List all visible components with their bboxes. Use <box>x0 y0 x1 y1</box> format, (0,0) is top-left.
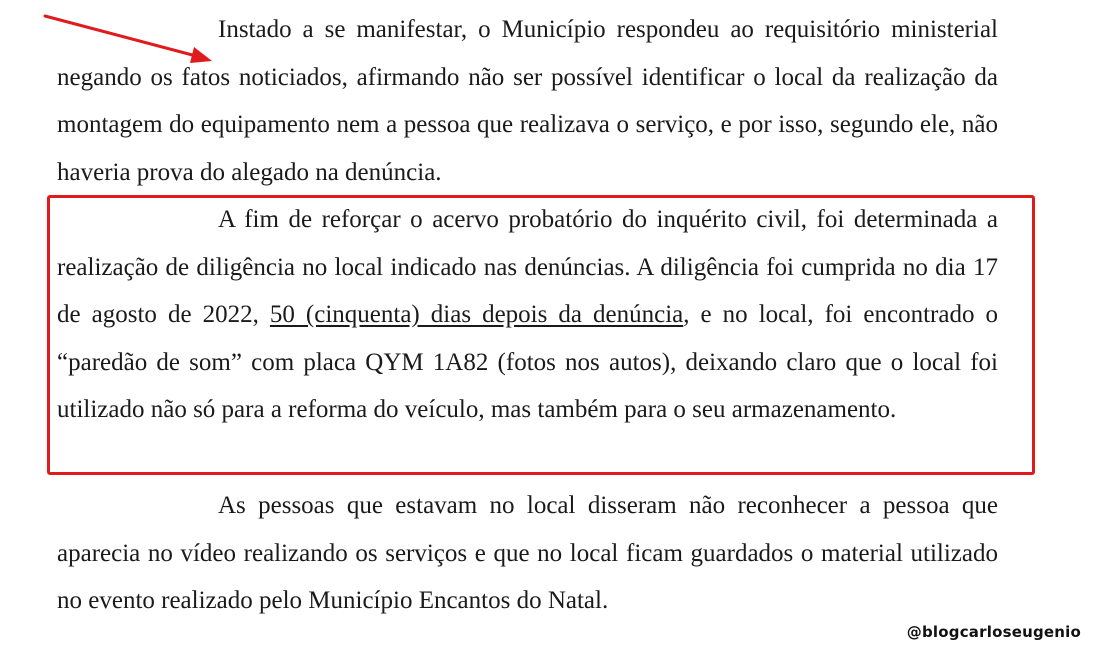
watermark-handle: @blogcarloseugenio <box>906 623 1081 641</box>
paragraph-diligence <box>57 196 998 434</box>
paragraph-witnesses: As pessoas que estavam no local disseram não reconhecer a pessoa que aparecia no vídeo realizando os serviços e que no local ficam guardados o material utilizado no evento realizado pelo Município Encantos do Natal. <box>57 492 998 614</box>
paragraph-municipality-response: Instado a se manifestar, o Município respondeu ao requisitório ministerial negando os fatos noticiados, afirmando não ser possível identificar o local da realização da montagem do equipamento nem a pessoa que realizava o serviço, e por isso, segundo ele, não haveria prova do alegado na denúncia. <box>57 16 998 186</box>
paragraph-diligence-text-end: , e no local, foi encontrado o “paredão de som” com placa QYM 1A82 (fotos nos autos), deixando claro que o local foi utilizado não só para a reforma do veículo, mas também para o seu armazenamento. <box>57 301 999 423</box>
underlined-days-after-complaint: 50 (cinquenta) dias depois da denúncia <box>269 301 684 328</box>
paragraph-diligence-text-start: A fim de reforçar o acervo probatório do inquérito civil, foi determinada a realização de diligência no local indicado nas denúncias. A diligência foi cumprida no dia 17 de agosto de 2022, <box>57 206 998 328</box>
